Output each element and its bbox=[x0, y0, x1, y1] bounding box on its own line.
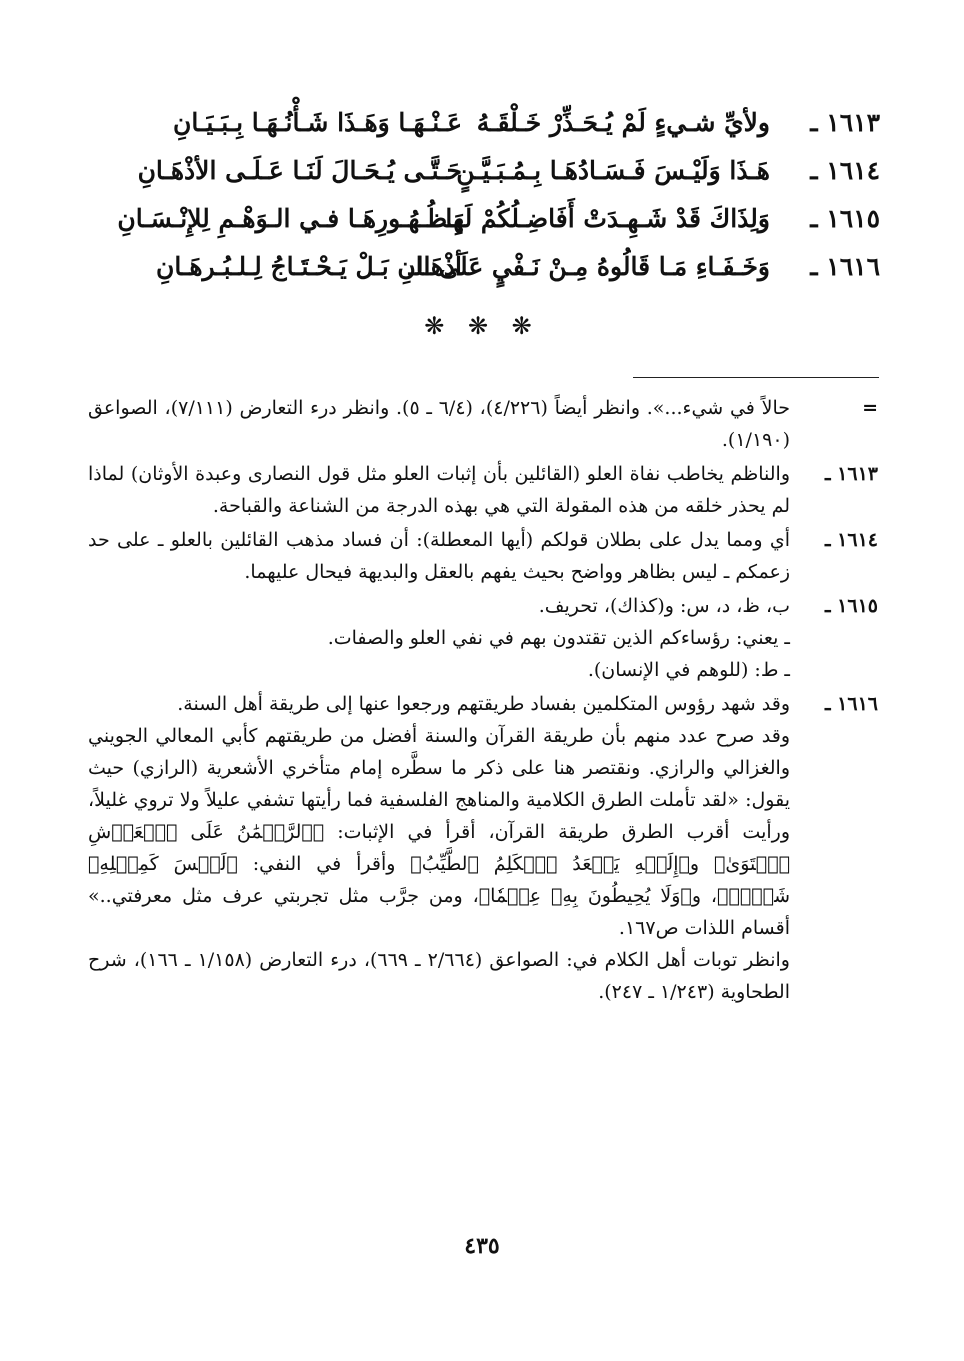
verse-block bbox=[80, 108, 880, 300]
verse-number: ١٦١٤ ـ bbox=[810, 156, 880, 185]
footnote-number: ١٦١٦ ـ bbox=[824, 693, 878, 715]
page-number: ٤٣٥ bbox=[464, 1233, 500, 1259]
footnote-text: وقد صرح عدد منهم بأن طريقة القرآن والسنة أفضل من طريقتهم كأبي المعالي الجويني والغزالي والرازي. ونقتصر هنا على ذكر ما سطَّره إمام متأخري الأشعرية (الرازي) حيث يقول: «لقد تأملت الطرق الكلامية والمناهج الفلسفية فما رأيتها تشفي عليلاً ولا تروي غليلاً، ورأيت أقرب الطرق طريقة القرآن، أقرأ في الإثبات: ﴿ٱلرَّحۡمَٰنُ عَلَى ٱلۡعَرۡشِ ٱسۡتَوَىٰ﴾ و﴿إِلَيۡهِ يَصۡعَدُ ٱلۡكَلِمُ ٱلطَّيِّبُ﴾ وأقرأ في النفي: ﴿لَيۡسَ كَمِثۡلِهِۦ شَيۡءٞ﴾، و﴿وَلَا يُحِيطُونَ بِهِۦ عِلۡمٗا﴾، ومن جرَّب مثل تجربتي عرف مثل معرفتي..» أقسام اللذات ص١٦٧. bbox=[88, 725, 790, 939]
verse-first-hemistich: هَـذَا وَلَيْـسَ فَـسَـادُهَـا بِـمُـبَـيَّـنٍ bbox=[456, 156, 770, 185]
footnote-text: ـ يعني: رؤساءكم الذين تقتدون بهم في نفي العلو والصفات. bbox=[327, 627, 790, 649]
verse-second-hemistich: حَـتَّـى يُـحَـالَ لَنَـا عَـلَـى الأذْهَـانِ bbox=[137, 156, 462, 185]
footnote-text: ـ ط: (للوهم في الإنسان). bbox=[587, 659, 790, 681]
verse-number: ١٦١٦ ـ bbox=[810, 252, 880, 281]
verse-second-hemistich: بِـظُـهُـورِهَـا فـي الـوَهْـمِ لِلإِنْـسَـانِ bbox=[117, 204, 462, 233]
footnote bbox=[88, 524, 878, 588]
footnote bbox=[88, 688, 878, 1008]
footnote-text: والناظم يخاطب نفاة العلو (القائلين بأن إثبات العلو مثل قول النصارى وعبدة الأوثان) لماذا لم يحذر خلقه من هذه المقولة التي هي بهذه الدرجة من الشناعة والقباحة. bbox=[88, 463, 790, 517]
footnote-divider bbox=[633, 377, 879, 378]
verse-second-hemistich: أذْهَـانِ بَـلْ يَـحْـتَـاجُ لِـلـبُـرهَـانِ bbox=[156, 252, 462, 281]
footnote-text: وقد شهد رؤوس المتكلمين بفساد طريقتهم ورجعوا عنها إلى طريقة أهل السنة. bbox=[177, 693, 790, 715]
verse-line bbox=[80, 204, 880, 252]
footnote-text: أي ومما يدل على بطلان قولكم (أيها المعطلة): أن فساد مذهب القائلين بالعلو ـ على حد زعمكم ـ ليس بظاهر وواضح بحيث يفهم بالعقل والبديهة فيحال عليهما. bbox=[88, 529, 790, 583]
verse-first-hemistich: وَلِذَاكَ قَدْ شَـهِـدَتْ أَفَاضِـلُكُمْ لَهَا bbox=[445, 204, 770, 233]
footnote-text: وانظر توبات أهل الكلام في: الصواعق (٢/٦٦٤ ـ ٦٦٩)، درء التعارض (١/١٥٨ ـ ١٦٦)، شرح الطحاوية (١/٢٤٣ ـ ٢٤٧). bbox=[88, 949, 790, 1003]
footnote-number: ١٦١٤ ـ bbox=[824, 529, 878, 551]
footnote-number: = bbox=[862, 397, 878, 419]
verse-line bbox=[80, 252, 880, 300]
verse-number: ١٦١٥ ـ bbox=[810, 204, 880, 233]
verse-number: ١٦١٣ ـ bbox=[810, 108, 880, 137]
verse-first-hemistich: وَخَـفَـاءِ مَـا قَالُوهُ مِـنْ نَـفْيٍ عَلَى الـ bbox=[408, 252, 770, 281]
section-separator: ❋ ❋ ❋ bbox=[424, 312, 540, 340]
verse-second-hemistich: عَـنْـهَـا وَهَـذَا شَـأْنُـهَـا بِـبَـيَـانِ bbox=[173, 108, 462, 137]
footnote-text: ب، ظ، د، س: و(كذاك)، تحريف. bbox=[538, 595, 790, 617]
footnote-number: ١٦١٣ ـ bbox=[824, 463, 878, 485]
footnote-text: حالاً في شيء...». وانظر أيضاً (٤/٢٢٦)، (٦/٤ ـ ٥). وانظر درء التعارض (٧/١١١)، الصواعق (١/١٩٠). bbox=[88, 397, 790, 451]
verse-line bbox=[80, 156, 880, 204]
verse-first-hemistich: ولأيِّ شـيءٍ لَمْ يُـحَـذِّرْ خَـلْقَـهُ bbox=[476, 108, 770, 137]
footnotes bbox=[88, 392, 878, 1010]
footnote bbox=[88, 590, 878, 686]
footnote-number: ١٦١٥ ـ bbox=[824, 595, 878, 617]
verse-line bbox=[80, 108, 880, 156]
footnote bbox=[88, 392, 878, 456]
footnote bbox=[88, 458, 878, 522]
